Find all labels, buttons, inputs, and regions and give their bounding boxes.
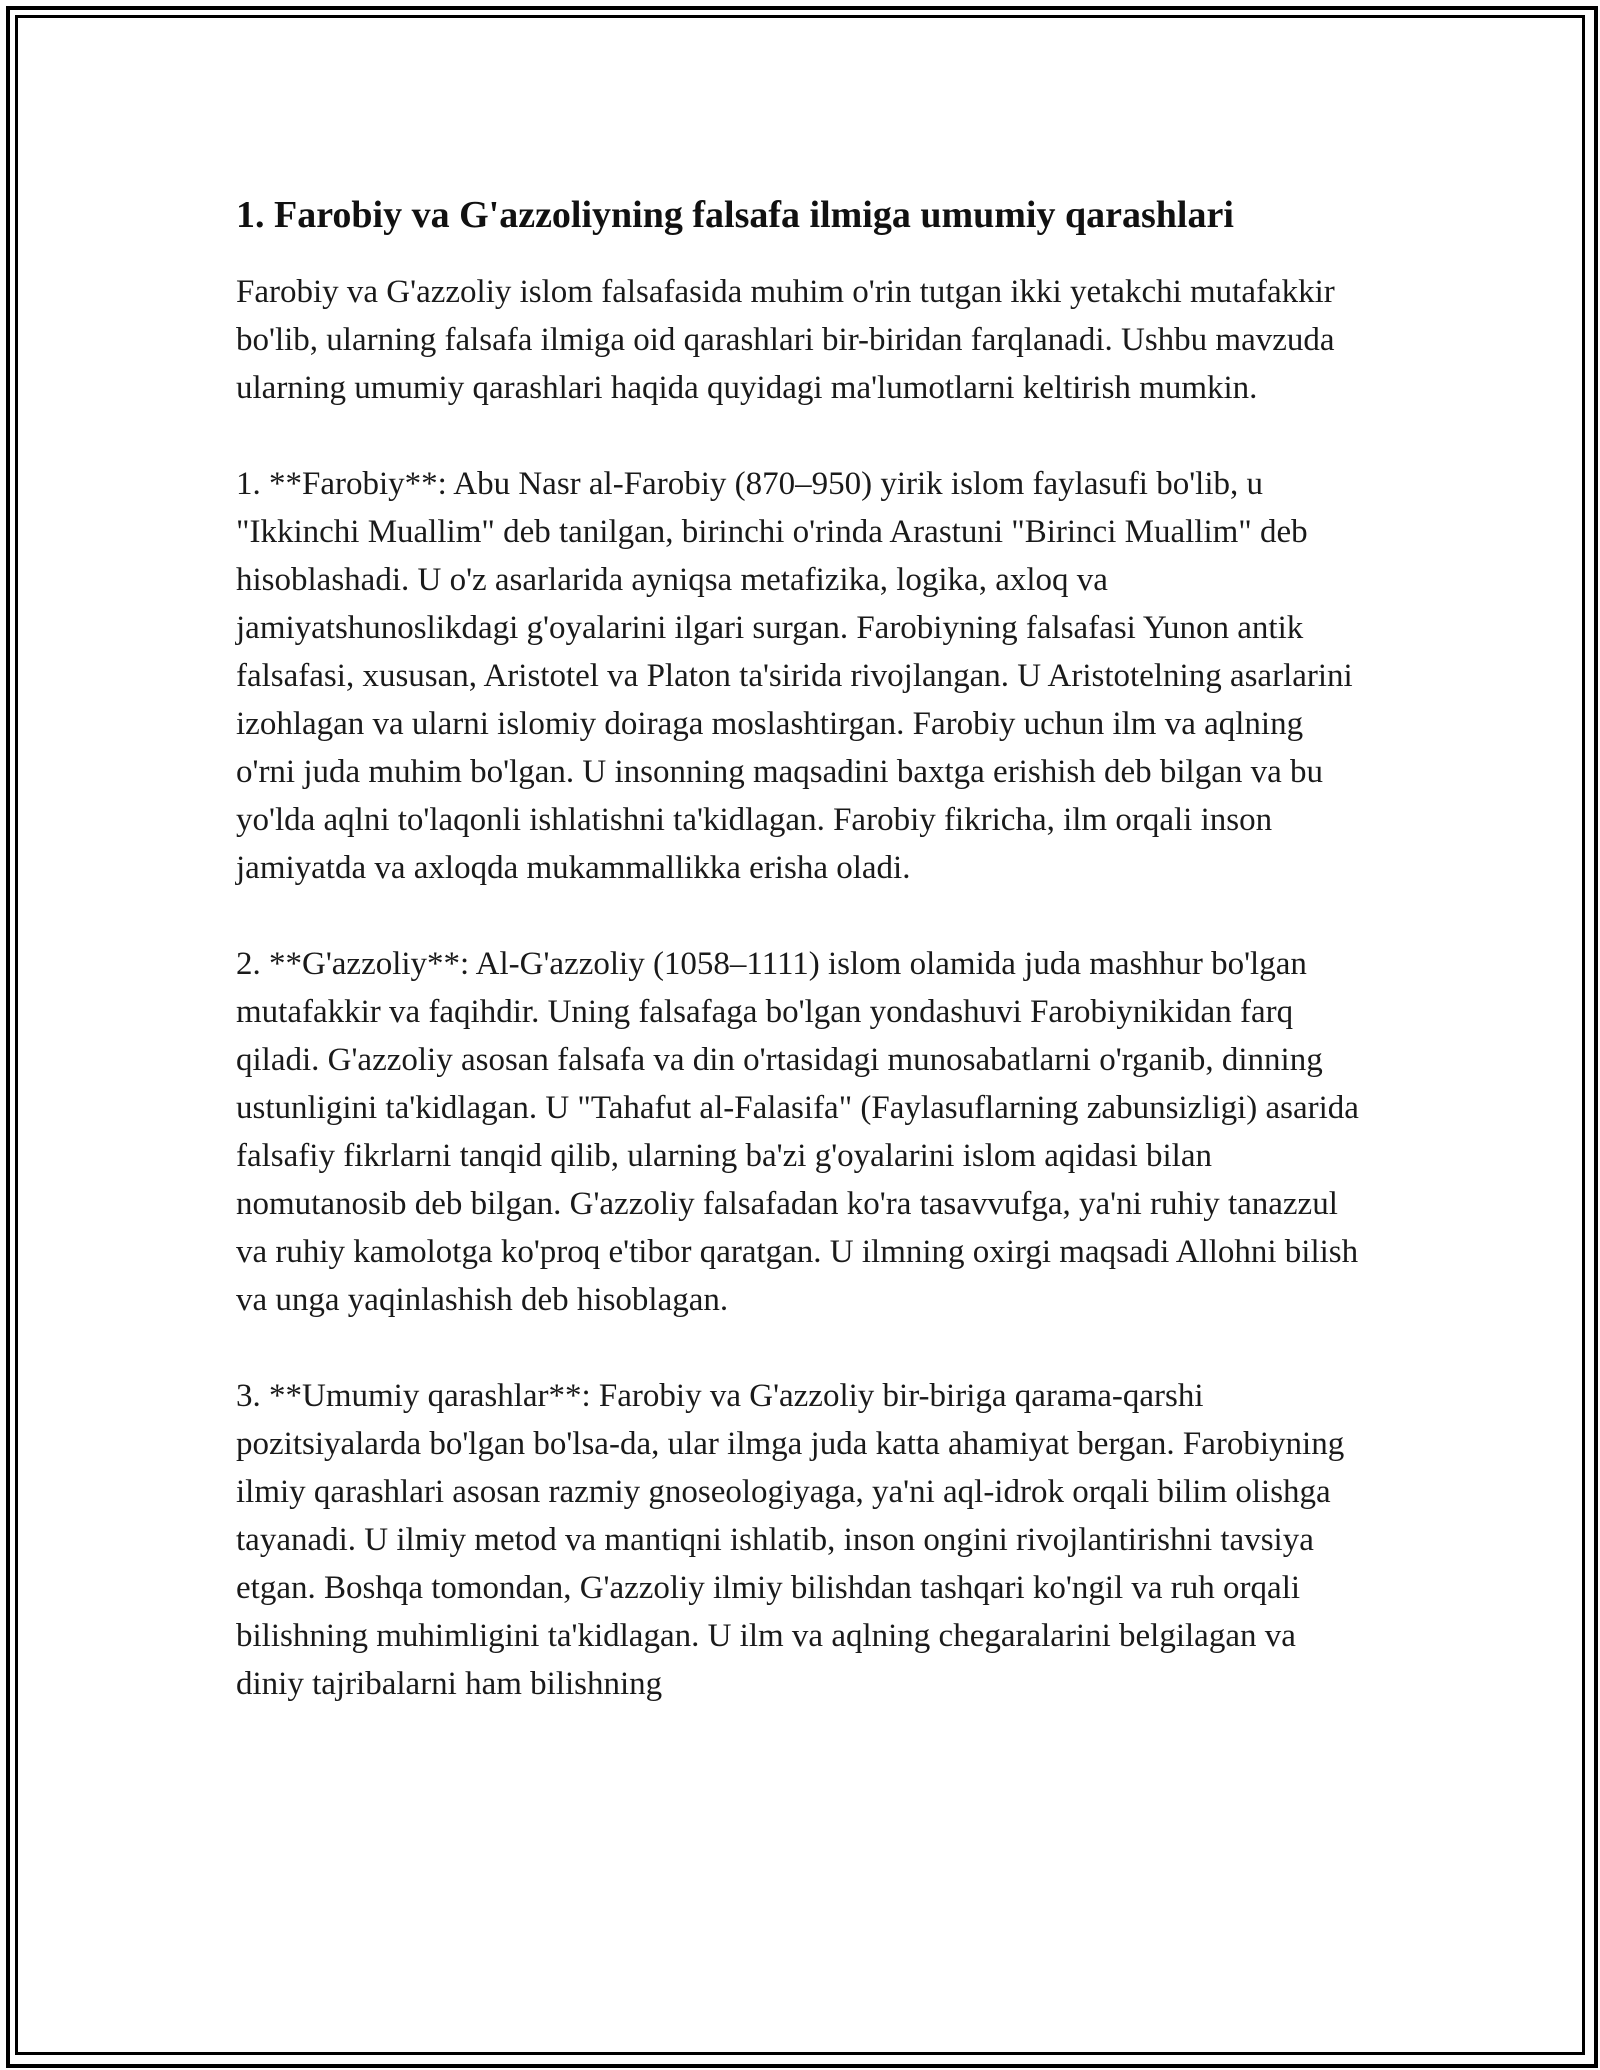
gazzoliy-paragraph: 2. **G'azzoliy**: Al-G'azzoliy (1058–1111) islom olamida juda mashhur bo'lgan mutafakkir va faqihdir. Uning falsafaga bo'lgan yondashuvi Farobiynikidan farq qiladi. G'azzoliy asosan falsafa va din o'rtasidagi munosabatlarni o'rganib, dinning ustunligini ta'kidlagan. U "Tahafut al-Falasifa" (Faylasuflarning zabunsizligi) asarida falsafiy fikrlarni tanqid qilib, ularning ba'zi g'oyalarini islom aqidasi bilan nomutanosib deb bilgan. G'azzoliy falsafadan ko'ra tasavvufga, ya'ni ruhiy tanazzul va ruhiy kamolotga ko'proq e'tibor qaratgan. U ilmning oxirgi maqsadi Allohni bilish va unga yaqinlashish deb hisoblagan. [236,946,1359,1318]
section-title: 1. Farobiy va G'azzoliyning falsafa ilmiga umumiy qarashlari [236,194,1234,236]
intro-paragraph: Farobiy va G'azzoliy islom falsafasida muhim o'rin tutgan ikki yetakchi mutafakkir bo'lib, ularning falsafa ilmiga oid qarashlari bir-biridan farqlanadi. Ushbu mavzuda ularning umumiy qarashlari haqida quyidagi ma'lumotlarni keltirish mumkin. [236,274,1335,406]
farobiy-paragraph: 1. **Farobiy**: Abu Nasr al-Farobiy (870–950) yirik islom faylasufi bo'lib, u "Ikkinchi Muallim" deb tanilgan, birinchi o'rinda Arastuni "Birinci Muallim" deb hisoblashadi. U o'z asarlarida ayniqsa metafizika, logika, axloq va jamiyatshunoslikdagi g'oyalarini ilgari surgan. Farobiyning falsafasi Yunon antik falsafasi, xususan, Aristotel va Platon ta'sirida rivojlangan. U Aristotelning asarlarini izohlagan va ularni islomiy doiraga moslashtirgan. Farobiy uchun ilm va aqlning o'rni juda muhim bo'lgan. U insonning maqsadini baxtga erishish deb bilgan va bu yo'lda aqlni to'laqonli ishlatishni ta'kidlagan. Farobiy fikricha, ilm orqali inson jamiyatda va axloqda mukammallikka erisha oladi. [236,466,1353,886]
umumiy-qarashlar-paragraph: 3. **Umumiy qarashlar**: Farobiy va G'azzoliy bir-biriga qarama-qarshi pozitsiyalarda bo'lgan bo'lsa-da, ular ilmga juda katta ahamiyat bergan. Farobiyning ilmiy qarashlari asosan razmiy gnoseologiyaga, ya'ni aql-idrok orqali bilim olishga tayanadi. U ilmiy metod va mantiqni ishlatib, inson ongini rivojlantirishni tavsiya etgan. Boshqa tomondan, G'azzoliy ilmiy bilishdan tashqari ko'ngil va ruh orqali bilishning muhimligini ta'kidlagan. U ilm va aqlning chegaralarini belgilagan va diniy tajribalarni ham bilishning [236,1378,1345,1702]
document-page [236,190,1366,1756]
